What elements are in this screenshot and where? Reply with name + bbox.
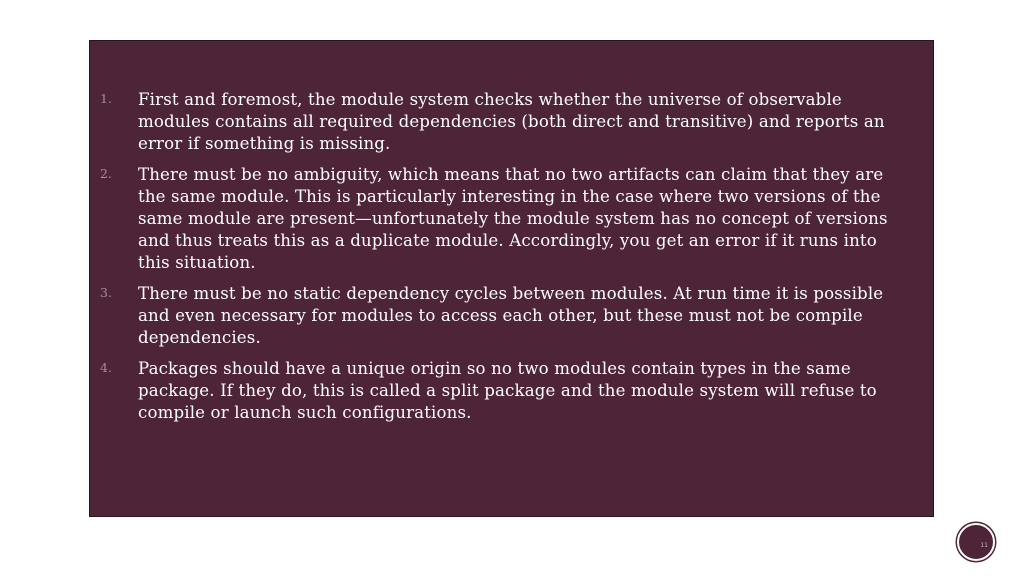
numbered-list [90, 89, 933, 433]
list-item [90, 89, 933, 155]
list-item [90, 164, 933, 274]
slide-content-panel [89, 40, 934, 517]
list-item-number: 4. [100, 360, 112, 375]
page-number-badge [957, 523, 995, 561]
list-item-text: Packages should have a unique origin so no two modules contain types in the same package. If they do, this is called a split package and the module system will refuse to compile or launch such configurations. [138, 359, 877, 422]
list-item-number: 2. [100, 166, 112, 181]
list-item-text: There must be no ambiguity, which means that no two artifacts can claim that they are the same module. This is particularly interesting in the case where two versions of the same module are present—unfortunately the module system has no concept of versions and thus treats this as a duplicate module. Accordingly, you get an error if it runs into this situation. [138, 165, 888, 272]
list-item-text: First and foremost, the module system checks whether the universe of observable modules contains all required dependencies (both direct and transitive) and reports an error if something is missing. [138, 90, 885, 153]
list-item-text: There must be no static dependency cycles between modules. At run time it is possible and even necessary for modules to access each other, but these must not be compile dependencies. [138, 284, 884, 347]
page-number: 11 [980, 542, 988, 549]
list-item [90, 358, 933, 424]
list-item-number: 3. [100, 285, 112, 300]
list-item-number: 1. [100, 91, 112, 106]
list-item [90, 283, 933, 349]
